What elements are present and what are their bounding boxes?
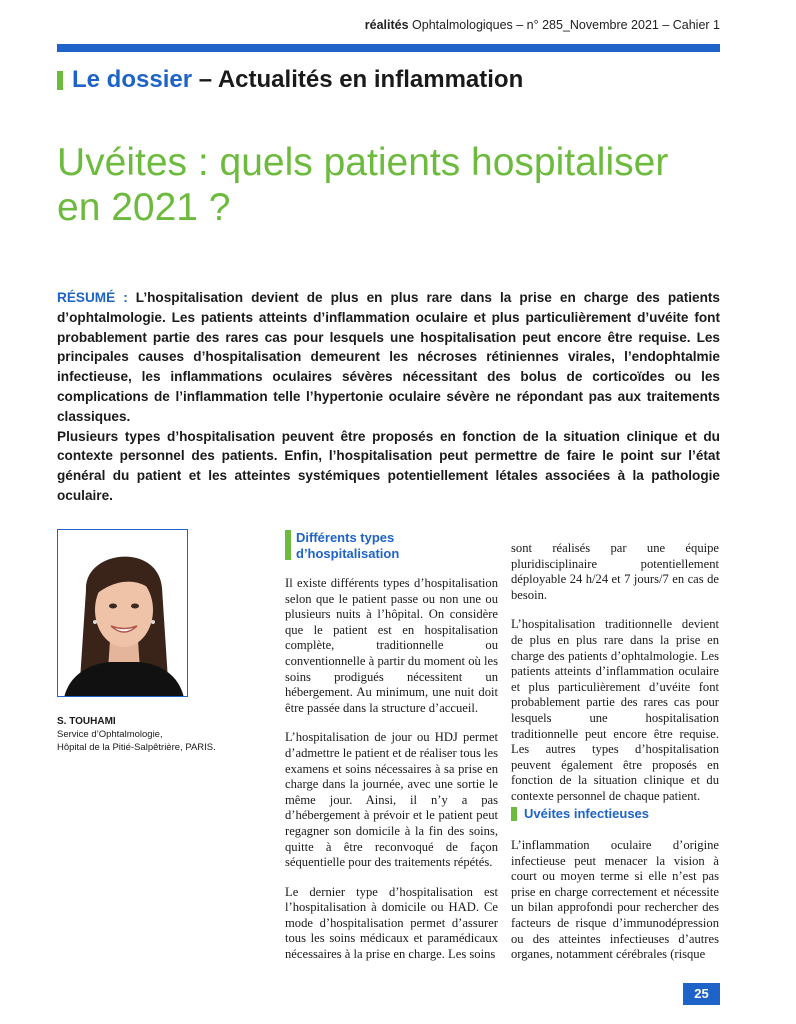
page-number: 25 — [683, 983, 720, 1005]
subhead-marker-types — [285, 530, 291, 560]
column-1 — [285, 576, 498, 977]
running-header — [300, 18, 720, 32]
section-marker — [57, 71, 63, 90]
abstract-text-1: L’hospitalisation devient de plus en plus rare dans la prise en charge des patients d’ophtalmologie. Les patients atteints d’inflammation oculaire et plus particulièrement d’uvéite font probablement partie des rares cas pour lesquels une hospitalisation peut encore être requise. Les principales causes d’hospitalisation demeurent les nécroses rétiniennes virales, l’endophtalmie infectieuse, les inflammations oculaires sévères nécessitant des bolus de corticoïdes ou les complications de l’inflammation telle l’hypertonie oculaire sévère ne répondant pas aux traitements classiques. — [57, 290, 720, 424]
infect-paragraph-1: L’inflammation oculaire d’origine infectieuse peut menacer la vision à court ou moyen terme si elle n’est pas prise en charge correctement et nécessite un bilan approfondi pour rechercher des facteurs de risque d’immunodépression ou des atteintes infectieuses d’autres organes, notamment cérébrales (risque — [511, 838, 719, 962]
section-prefix: Le dossier — [72, 66, 193, 93]
author-service: Service d’Ophtalmologie, — [57, 729, 163, 740]
subhead-types-line-1: Différents types — [296, 530, 395, 545]
abstract-para-2: Plusieurs types d’hospitalisation peuvent être proposés en fonction de la situation clinique et du contexte personnel des patients. Enfin, l’hospitalisation peut permettre de faire le point sur l’état général du patient et les atteintes systémiques potentiellement létales associées à la pathologie oculaire. — [57, 428, 720, 503]
journal-issue: Ophtalmologiques – n° 285_Novembre 2021 – Cahier 1 — [408, 18, 720, 32]
types-paragraph-2: L’hospitalisation de jour ou HDJ permet d’admettre le patient et de réaliser tous les examens et soins nécessaires à sa prise en charge dans la journée, avec une sortie le même jour. Ainsi, il n’y a pas d’hébergement à prévoir et le patient peut regagner son domicile à la fin des soins, quitte à être reconvoqué de façon séquentielle pour des traitements répétés. — [285, 730, 498, 870]
subhead-marker-infect — [511, 807, 517, 821]
header-rule — [57, 44, 720, 52]
subhead-infectious: Uvéites infectieuses — [524, 806, 650, 821]
author-photo — [57, 529, 188, 697]
subhead-types-line-2: d’hospitalisation — [296, 545, 400, 561]
title-line-2: en 2021 ? — [57, 186, 231, 229]
author-name: S. TOUHAMI — [57, 716, 116, 727]
abstract-para-1 — [57, 288, 720, 427]
abstract — [57, 288, 720, 506]
author-portrait-image — [58, 530, 188, 697]
author-hospital: Hôpital de la Pitié-Salpêtrière, PARIS. — [57, 741, 216, 753]
journal-brand: réalités — [364, 18, 409, 32]
types-paragraph-3-cont: sont réalisés par une équipe pluridisciplinaire potentiellement déployable 24 h/24 et 7 jours/7 en cas de besoin. — [511, 541, 719, 602]
types-paragraph-1: Il existe différents types d’hospitalisation selon que le patient passe ou non une ou plusieurs nuits à l’hôpital. On considère que le patient est en hospitalisation complète, traditionnelle ou conventionnelle à partir du moment où les soins prodigués nécessitent un hébergement. Au minimum, une nuit doit être passée dans la structure d’accueil. — [285, 576, 498, 715]
section-suffix: – Actualités en inflammation — [192, 66, 524, 93]
types-paragraph-3: Le dernier type d’hospitalisation est l’hospitalisation à domicile ou HAD. Ce mode d’hospitalisation permet d’assurer tous les soins médicaux et paramédicaux nécessaires à la prise en charge. Les soins — [285, 884, 498, 962]
types-paragraph-4: L’hospitalisation traditionnelle devient de plus en plus rare dans la prise en charge des patients d’ophtalmologie. Les patients atteints d’inflammation oculaire et plus particulièrement d’uvéite font probablement partie des rares cas pour lesquels une hospitalisation traditionnelle peut encore être requise. Les autres types d’hospitalisation peuvent également être proposés en fonction de la situation clinique et du contexte personnel de chaque patient. — [511, 617, 719, 803]
title-line-1: Uvéites : quels patients hospitaliser — [57, 141, 669, 184]
abstract-label: RÉSUMÉ : — [57, 290, 128, 305]
author-affiliation — [57, 729, 257, 754]
article-title — [57, 140, 717, 230]
column-2-lower — [511, 838, 719, 977]
column-2 — [511, 541, 719, 819]
subhead-types — [296, 530, 399, 561]
section-title — [72, 66, 523, 94]
